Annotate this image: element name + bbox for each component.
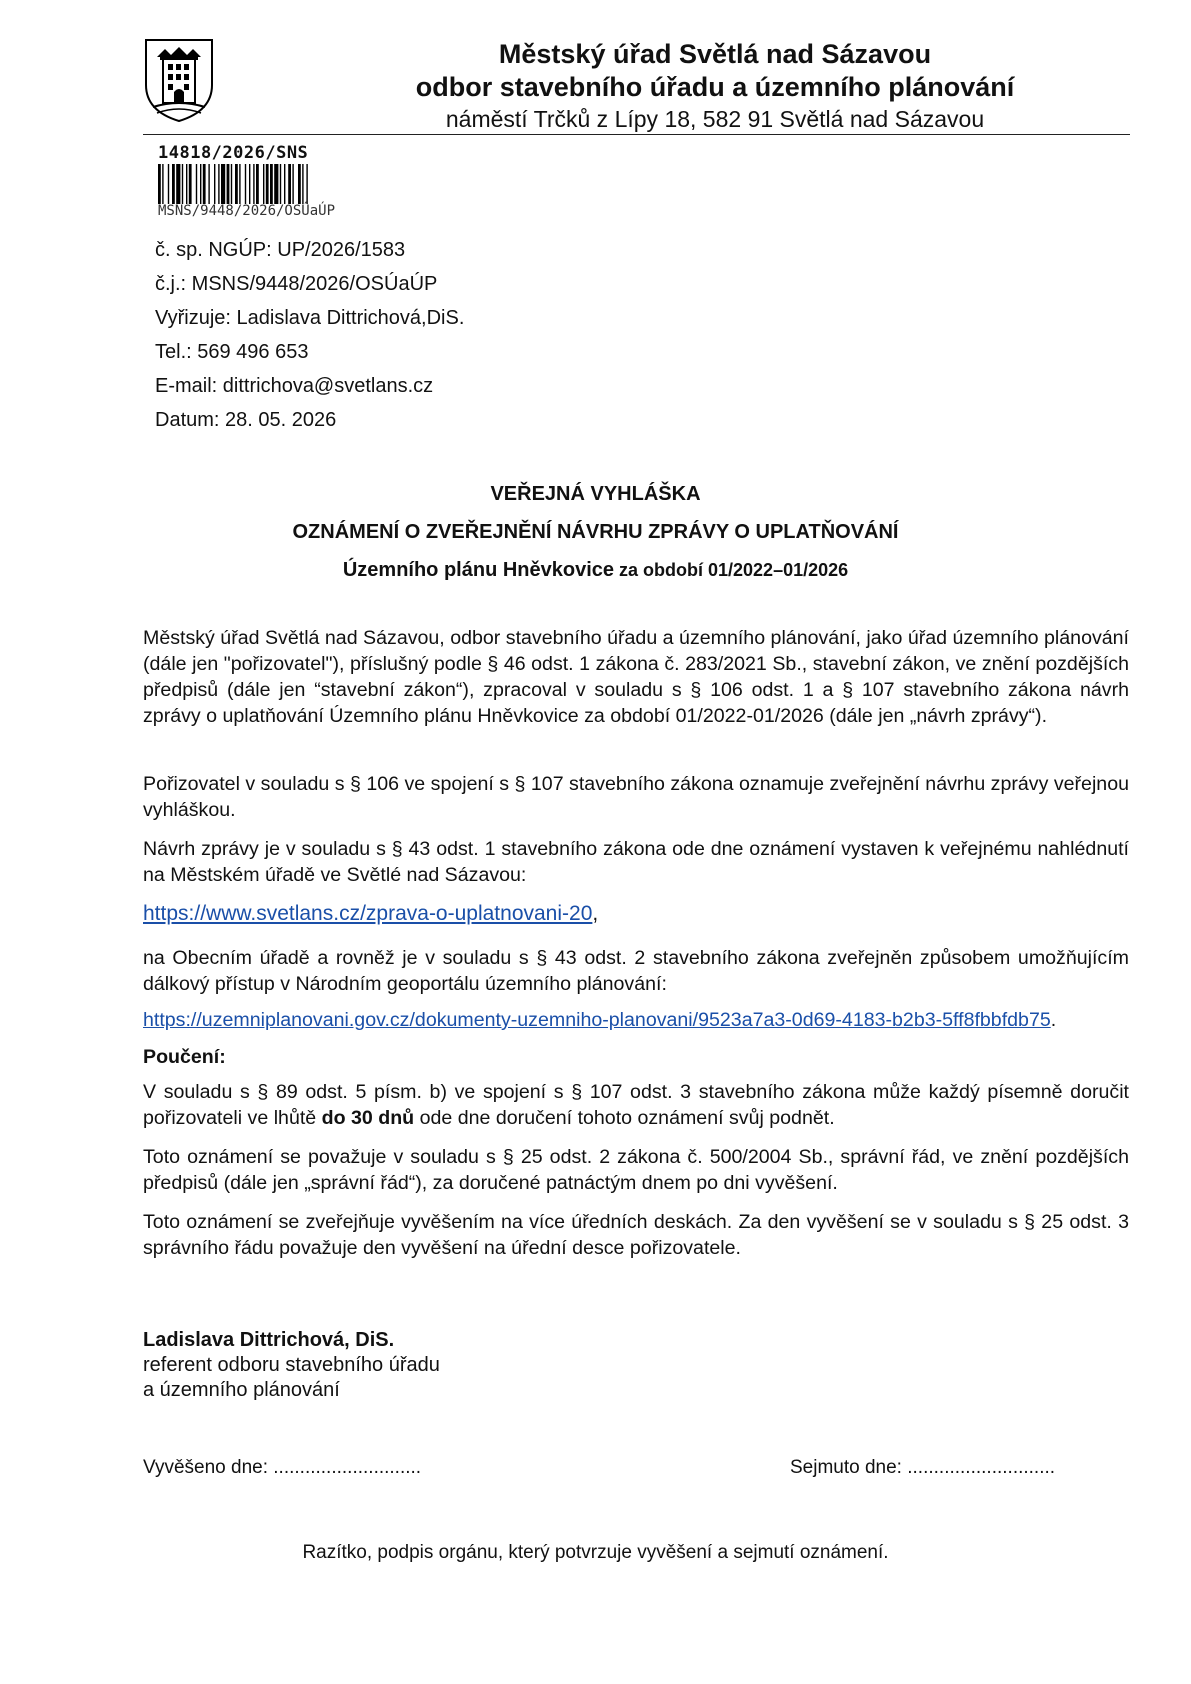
signatory-role-line-2: a územního plánování: [143, 1379, 340, 1401]
org-header: [300, 38, 1130, 134]
barcode-number: 14818/2026/SNS: [158, 143, 309, 163]
org-department: odbor stavebního úřadu a územního plánování: [415, 72, 1015, 102]
signatory-role-line-1: referent odboru stavebního úřadu: [143, 1354, 440, 1376]
removed-date-field: Sejmuto dne: ............................: [790, 1457, 1056, 1478]
header-divider: [143, 134, 1130, 135]
title-subject: [0, 559, 1191, 582]
signatory-name: Ladislava Dittrichová, DiS.: [143, 1329, 395, 1351]
meta-case-number: č. sp. NGÚP: UP/2026/1583: [155, 239, 406, 261]
meta-phone: Tel.: 569 496 653: [155, 341, 309, 363]
link-suffix: ,: [592, 902, 599, 925]
town-website-link[interactable]: https://www.svetlans.cz/zprava-o-uplatnovani-20: [143, 902, 593, 925]
org-address: náměstí Trčků z Lípy 18, 582 91 Světlá nad Sázavou: [445, 106, 985, 132]
paragraph-posting: Toto oznámení se zveřejňuje vyvěšením na více úředních deskách. Za den vyvěšení se v souladu s § 25 odst. 3 správního řádu považuje den vyvěšení na úřední desce pořizovatele.: [143, 1211, 1129, 1259]
paragraph-geoportal: na Obecním úřadě a rovněž je v souladu s § 43 odst. 2 stavebního zákona zveřejněn způsobem umožňujícím dálkový přístup v Národním geoportálu územního plánování:: [143, 947, 1129, 995]
link-line-town: [143, 901, 1129, 927]
instruction-text-a: V souladu s § 89 odst. 5 písm. b) ve spojení s § 107 odst. 3 stavebního zákona může každý písemně doručit pořizovateli ve lhůtě: [143, 1081, 1129, 1129]
meta-email: E-mail: dittrichova@svetlans.cz: [155, 375, 434, 397]
posted-date-field: Vyvěšeno dne: ............................: [143, 1457, 422, 1478]
coat-of-arms-icon: [143, 37, 215, 123]
barcode-icon: [158, 164, 370, 204]
title-subject-period: za období 01/2022–01/2026: [614, 560, 849, 580]
title-public-notice: VEŘEJNÁ VYHLÁŠKA: [490, 483, 701, 505]
paragraph-instruction: [143, 1079, 1129, 1131]
link-suffix: .: [1050, 1009, 1057, 1031]
title-subject-main: Územního plánu Hněvkovice: [342, 559, 615, 581]
paragraph-intro: Městský úřad Světlá nad Sázavou, odbor stavebního úřadu a územního plánování, jako úřad územního plánování (dále jen "pořizovatel"), příslušný podle § 46 odst. 1 zákona č. 283/2021 Sb., stavební zákon, ve znění pozdějších předpisů (dále jen “stavební zákon“), zpracoval v souladu s § 106 odst. 1 a § 107 stavebního zákona návrh zprávy o uplatňování Územního plánu Hněvkovice za období 01/2022-01/2026 (dále jen „návrh zprávy“).: [143, 627, 1129, 727]
stamp-note: Razítko, podpis orgánu, který potvrzuje vyvěšení a sejmutí oznámení.: [302, 1542, 889, 1563]
instruction-heading: Poučení:: [143, 1046, 226, 1068]
instruction-text-b: ode dne doručení tohoto oznámení svůj podnět.: [414, 1107, 835, 1129]
title-announcement: OZNÁMENÍ O ZVEŘEJNĚNÍ NÁVRHU ZPRÁVY O UPLATŇOVÁNÍ: [292, 521, 899, 543]
meta-handler: Vyřizuje: Ladislava Dittrichová,DiS.: [155, 307, 465, 329]
barcode-reference: MSNS/9448/2026/OSÚaÚP: [158, 203, 336, 219]
org-name: Městský úřad Světlá nad Sázavou: [498, 39, 932, 69]
paragraph-delivery: Toto oznámení se považuje v souladu s § 25 odst. 2 zákona č. 500/2004 Sb., správní řád, ve znění pozdějších předpisů (dále jen „správní řád“), za doručené patnáctým dnem po dni vyvěšení.: [143, 1146, 1129, 1194]
paragraph-inspection: Návrh zprávy je v souladu s § 43 odst. 1 stavebního zákona ode dne oznámení vystaven k veřejnému nahlédnutí na Městském úřadě ve Světlé nad Sázavou:: [143, 838, 1129, 886]
link-line-geoportal: [143, 1007, 1129, 1033]
paragraph-announcement: Pořizovatel v souladu s § 106 ve spojení s § 107 stavebního zákona oznamuje zveřejnění návrhu zprávy veřejnou vyhláškou.: [143, 773, 1129, 821]
geoportal-link[interactable]: https://uzemniplanovani.gov.cz/dokumenty-uzemniho-planovani/9523a7a3-0d69-4183-b2b3-5ff8fbbfdb75: [143, 1009, 1051, 1031]
meta-reference: č.j.: MSNS/9448/2026/OSÚaÚP: [155, 273, 438, 295]
meta-date: Datum: 28. 05. 2026: [155, 409, 337, 431]
deadline-text: do 30 dnů: [321, 1107, 415, 1129]
